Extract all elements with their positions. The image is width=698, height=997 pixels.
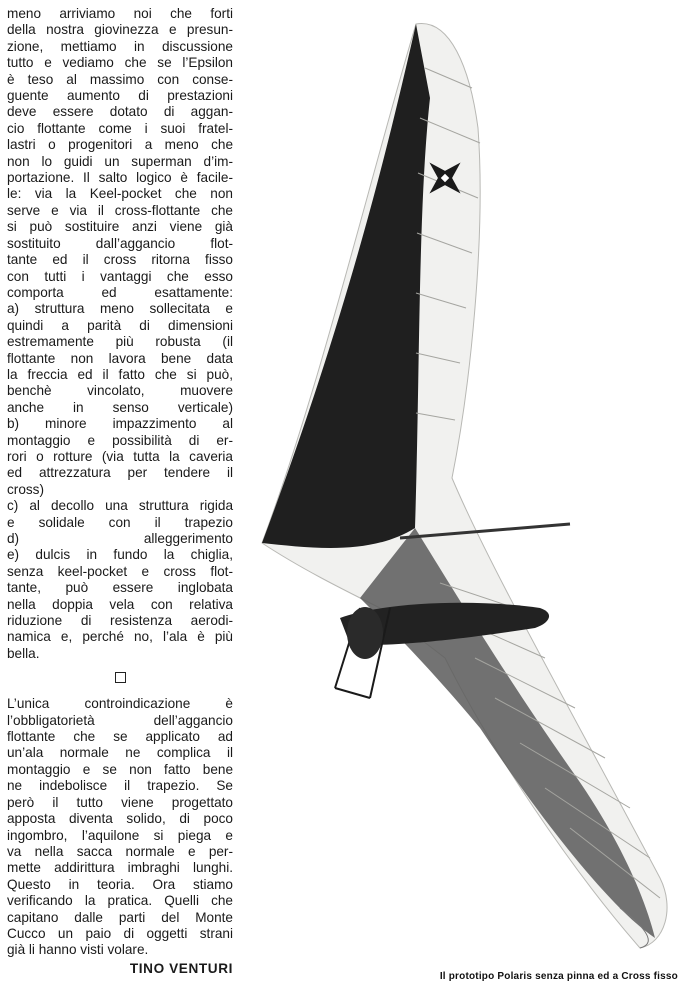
pilot-body (347, 607, 383, 659)
paragraph-1-line: è teso al massimo con conse- (7, 71, 233, 87)
paragraph-1-line: c) al decollo una struttura rigida (7, 498, 233, 514)
paragraph-2-line: ne indebolisce il trapezio. Se (7, 778, 233, 794)
paragraph-2-line: va nella sacca normale e per- (7, 843, 233, 859)
paragraph-1-line: estremamente più robusta (il (7, 334, 233, 350)
paragraph-1-line: si può sostituire anzi viene già (7, 219, 233, 235)
paragraph-1-line: con tutti i vantaggi che esso (7, 268, 233, 284)
paragraph-1-line: a) struttura meno sollecitata e (7, 301, 233, 317)
hang-glider-photo (240, 8, 698, 970)
paragraph-1-line: bella. (7, 645, 40, 661)
paragraph-1-line: rori o rotture (via tutta la caveria (7, 448, 233, 464)
paragraph-2-line: un’ala normale ne complica il (7, 745, 233, 761)
paragraph-1-line: b) minore impazzimento al (7, 416, 233, 432)
paragraph-1-line: e) dulcis in fundo la chiglia, (7, 547, 233, 563)
paragraph-2-line: mette addirittura imbraghi lunghi. (7, 860, 233, 876)
paragraph-1-line: d) alleggerimento (7, 531, 233, 546)
paragraph-1-line: zione, mettiamo in discussione (7, 38, 233, 54)
paragraph-2-line: Cucco un paio di oggetti strani (7, 925, 233, 941)
paragraph-1-line: cross) (7, 481, 45, 497)
paragraph-1-line: montaggio e possibilità di er- (7, 432, 233, 448)
paragraph-2-line: Questo in teoria. Ora stiamo (7, 876, 233, 892)
paragraph-2-line: l’obbligatorietà dell’aggancio (7, 712, 233, 728)
paragraph-2-line: flottante che se applicato ad (7, 729, 233, 745)
paragraph-1-line: tante ed il cross ritorna fisso (7, 252, 233, 268)
paragraph-1-line: comporta ed esattamente: (7, 284, 233, 300)
paragraph-1-line: e solidale con il trapezio (7, 514, 233, 530)
paragraph-1-line: lastri o progenitori a meno che (7, 137, 233, 153)
paragraph-2-line: apposta diventa solido, di poco (7, 811, 233, 827)
paragraph-1-line: non lo guidi un superman d’im- (7, 153, 233, 169)
paragraph-2-line: già li hanno visti volare. (7, 942, 149, 958)
paragraph-1-line: senza keel-pocket e cross flot- (7, 563, 233, 579)
paragraph-1-line: quindi a parità di dimensioni (7, 317, 233, 333)
photo-caption: Il prototipo Polaris senza pinna ed a Cross fisso (439, 971, 678, 982)
paragraph-1-line: anche in senso verticale) (7, 399, 233, 415)
paragraph-1-line: le: via la Keel-pocket che non (7, 186, 233, 202)
article-paragraph-1 (7, 6, 233, 662)
paragraph-1-line: serve e via il cross-flottante che (7, 202, 233, 218)
paragraph-1-line: della nostra giovinezza e presun- (7, 22, 233, 38)
glider-sail-shadow-panel (360, 528, 655, 938)
paragraph-1-line: benchè vincolato, muovere (7, 383, 233, 399)
paragraph-1-line: riduzione di resistenza aerodi- (7, 613, 233, 629)
paragraph-1-line: cio flottante come i suoi fratel- (7, 120, 233, 136)
section-separator-box (115, 672, 126, 683)
paragraph-2-line: L’unica controindicazione è (7, 696, 233, 712)
paragraph-1-line: sostituito dall’aggancio flot- (7, 235, 233, 251)
paragraph-2-line: capitano dalle parti del Monte (7, 909, 233, 925)
paragraph-2-line: ingombro, l’aquilone si piega e (7, 827, 233, 843)
paragraph-1-line: meno arriviamo noi che forti (7, 6, 233, 21)
paragraph-1-line: namica e, perché no, l’ala è più (7, 629, 233, 645)
paragraph-2-line: però il tutto viene progettato (7, 794, 233, 810)
paragraph-1-line: deve essere dotato di aggan- (7, 104, 233, 120)
paragraph-1-line: tutto e vediamo che se l’Epsilon (7, 55, 233, 71)
paragraph-2-line: verificando la pratica. Quelli che (7, 893, 233, 909)
paragraph-2-line: montaggio e se non fatto bene (7, 761, 233, 777)
paragraph-1-line: la freccia ed il fatto che si può, (7, 366, 233, 382)
paragraph-1-line: tante, può essere inglobata (7, 580, 233, 596)
article-paragraph-2 (7, 696, 233, 959)
paragraph-1-line: flottante non lavora bene data (7, 350, 233, 366)
paragraph-1-line: nella doppia vela con relativa (7, 596, 233, 612)
paragraph-1-line: portazione. Il salto logico è facile- (7, 170, 233, 186)
paragraph-1-line: guente aumento di prestazioni (7, 88, 233, 104)
paragraph-1-line: ed attrezzatura per tendere il (7, 465, 233, 481)
article-column (7, 6, 233, 977)
author-signature: TINO VENTURI (129, 960, 233, 976)
